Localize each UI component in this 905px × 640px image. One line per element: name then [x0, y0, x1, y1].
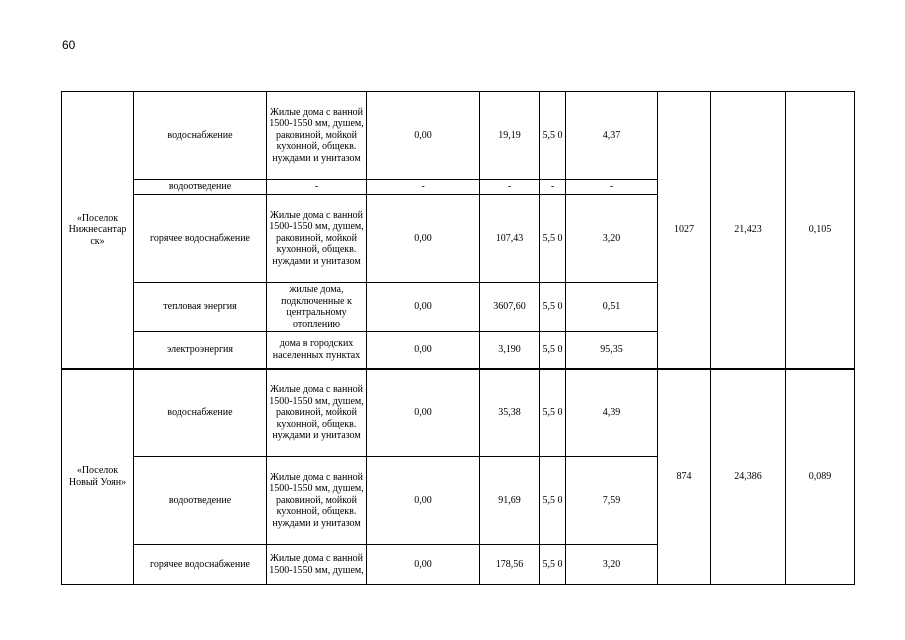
value-cell: 0,00	[367, 332, 480, 369]
table-row	[62, 369, 855, 457]
value-cell: 0,00	[367, 545, 480, 585]
value-cell: 19,19	[480, 92, 540, 180]
coef-cell: 0,105	[786, 92, 855, 369]
service-cell: водоотведение	[134, 457, 267, 545]
value-cell: 7,59	[566, 457, 658, 545]
consumer-cell: Жилые дома с ванной 1500-1550 мм, душем, раковиной, мойкой кухонной, общекв. нуждами и унитазом	[267, 92, 367, 180]
consumer-cell: Жилые дома с ванной 1500-1550 мм, душем,	[267, 545, 367, 585]
value-cell: 0,00	[367, 195, 480, 283]
consumer-cell: Жилые дома с ванной 1500-1550 мм, душем, раковиной, мойкой кухонной, общекв. нуждами и унитазом	[267, 457, 367, 545]
service-cell: водоотведение	[134, 180, 267, 195]
value-cell: -	[367, 180, 480, 195]
value-cell: 178,56	[480, 545, 540, 585]
area-cell: 24,386	[711, 369, 786, 585]
value-cell: 0,00	[367, 457, 480, 545]
value-cell: 5,5 0	[540, 545, 566, 585]
value-cell: 91,69	[480, 457, 540, 545]
value-cell: 5,5 0	[540, 283, 566, 332]
consumer-cell: Жилые дома с ванной 1500-1550 мм, душем, раковиной, мойкой кухонной, общекв. нуждами и унитазом	[267, 195, 367, 283]
value-cell: 95,35	[566, 332, 658, 369]
value-cell: 3,20	[566, 545, 658, 585]
value-cell: 0,00	[367, 92, 480, 180]
service-cell: водоснабжение	[134, 92, 267, 180]
settlement-name: «Поселок Нижнесантар ск»	[62, 92, 134, 369]
settlement-name: «Поселок Новый Уоян»	[62, 369, 134, 585]
consumer-cell: Жилые дома с ванной 1500-1550 мм, душем, раковиной, мойкой кухонной, общекв. нуждами и унитазом	[267, 369, 367, 457]
value-cell: 4,37	[566, 92, 658, 180]
page-number: 60	[62, 38, 76, 52]
value-cell: -	[566, 180, 658, 195]
area-cell: 21,423	[711, 92, 786, 369]
population-cell: 874	[658, 369, 711, 585]
value-cell: -	[480, 180, 540, 195]
service-cell: электроэнергия	[134, 332, 267, 369]
service-cell: горячее водоснабжение	[134, 195, 267, 283]
value-cell: 3,190	[480, 332, 540, 369]
value-cell: 0,51	[566, 283, 658, 332]
value-cell: 3607,60	[480, 283, 540, 332]
consumer-cell: дома в городских населенных пунктах	[267, 332, 367, 369]
value-cell: 0,00	[367, 283, 480, 332]
tariff-table	[61, 91, 855, 585]
value-cell: 3,20	[566, 195, 658, 283]
value-cell: 4,39	[566, 369, 658, 457]
service-cell: тепловая энергия	[134, 283, 267, 332]
service-cell: горячее водоснабжение	[134, 545, 267, 585]
value-cell: 107,43	[480, 195, 540, 283]
service-cell: водоснабжение	[134, 369, 267, 457]
consumer-cell: жилые дома, подключенные к центральному отоплению	[267, 283, 367, 332]
population-cell: 1027	[658, 92, 711, 369]
table-row	[62, 92, 855, 180]
value-cell: 5,5 0	[540, 457, 566, 545]
value-cell: 0,00	[367, 369, 480, 457]
value-cell: 5,5 0	[540, 369, 566, 457]
value-cell: -	[540, 180, 566, 195]
value-cell: 5,5 0	[540, 332, 566, 369]
value-cell: 5,5 0	[540, 195, 566, 283]
coef-cell: 0,089	[786, 369, 855, 585]
value-cell: 35,38	[480, 369, 540, 457]
consumer-cell: -	[267, 180, 367, 195]
value-cell: 5,5 0	[540, 92, 566, 180]
